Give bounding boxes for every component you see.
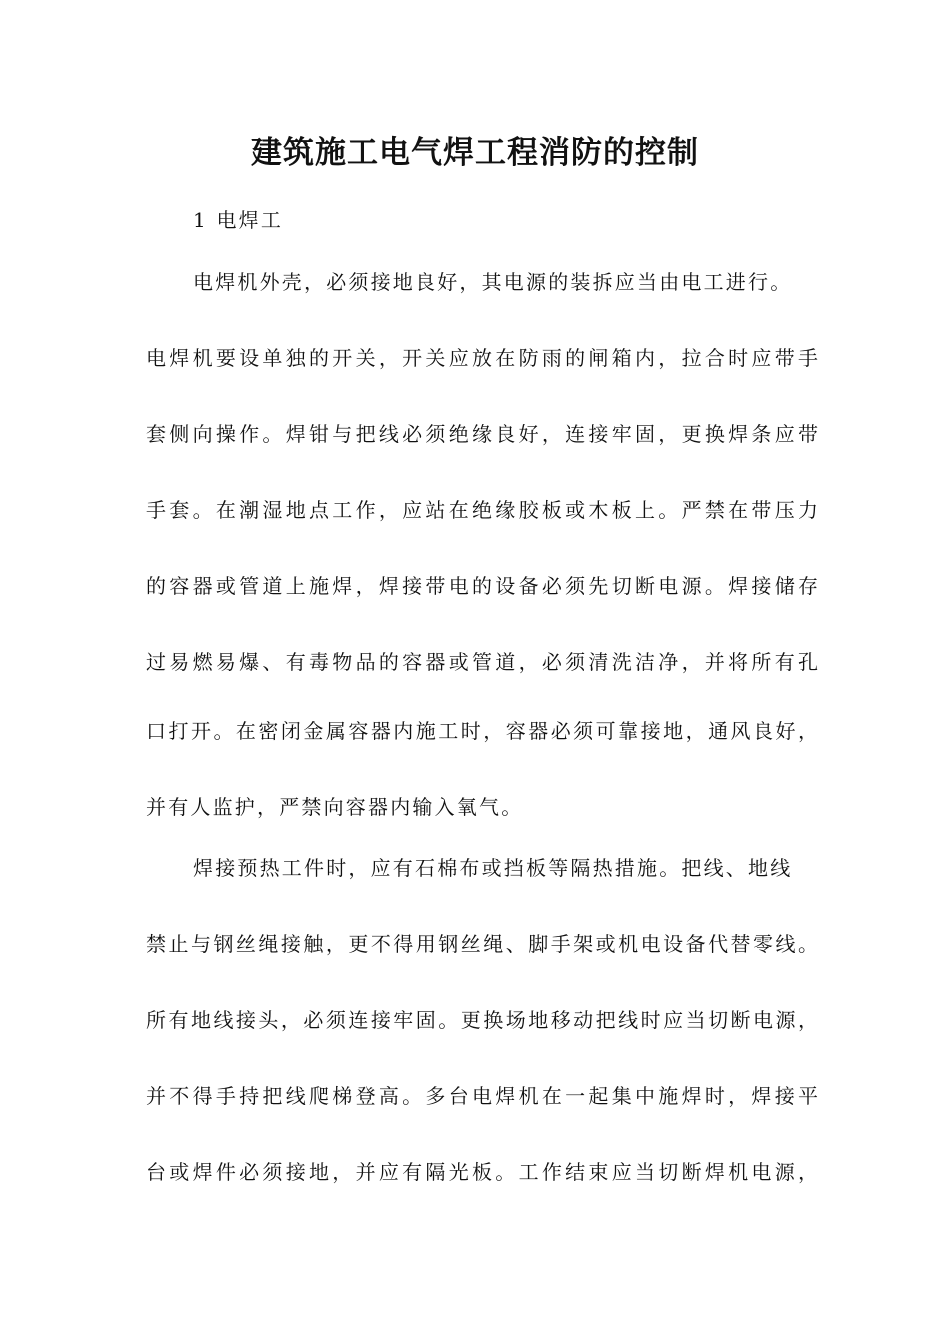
paragraph-line: 电焊机外壳，必须接地良好，其电源的装拆应当由电工进行。 xyxy=(193,270,793,294)
section-heading: 1 电焊工 xyxy=(193,208,284,232)
paragraph-line: 禁止与钢丝绳接触，更不得用钢丝绳、脚手架或机电设备代替零线。 xyxy=(146,932,818,956)
paragraph-line: 套侧向操作。焊钳与把线必须绝缘良好，连接牢固，更换焊条应带 xyxy=(146,422,818,446)
paragraph-line: 过易燃易爆、有毒物品的容器或管道，必须清洗洁净，并将所有孔 xyxy=(146,650,818,674)
paragraph-line: 电焊机要设单独的开关，开关应放在防雨的闸箱内，拉合时应带手 xyxy=(146,346,818,370)
paragraph-line: 并有人监护，严禁向容器内输入氧气。 xyxy=(146,795,524,819)
paragraph-line: 口打开。在密闭金属容器内施工时，容器必须可靠接地，通风良好， xyxy=(146,719,818,743)
document-title: 建筑施工电气焊工程消防的控制 xyxy=(251,135,699,171)
paragraph-line: 并不得手持把线爬梯登高。多台电焊机在一起集中施焊时，焊接平 xyxy=(146,1084,818,1108)
paragraph-line: 手套。在潮湿地点工作，应站在绝缘胶板或木板上。严禁在带压力 xyxy=(146,498,818,522)
paragraph-line: 台或焊件必须接地，并应有隔光板。工作结束应当切断焊机电源， xyxy=(146,1160,818,1184)
paragraph-line: 所有地线接头，必须连接牢固。更换场地移动把线时应当切断电源， xyxy=(146,1008,818,1032)
paragraph-line: 的容器或管道上施焊，焊接带电的设备必须先切断电源。焊接储存 xyxy=(146,574,818,598)
paragraph-line: 焊接预热工件时，应有石棉布或挡板等隔热措施。把线、地线 xyxy=(193,856,793,880)
